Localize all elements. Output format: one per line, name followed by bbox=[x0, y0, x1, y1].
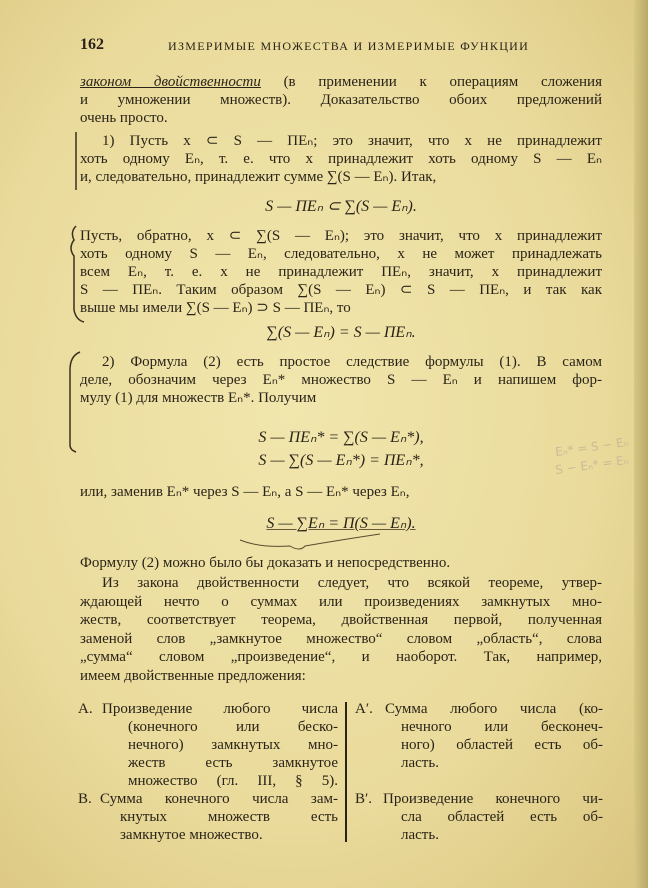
proposition-line: (конечного или беско- bbox=[128, 719, 338, 735]
part2-line: Формулу (2) можно было бы доказать и непосредственно. bbox=[80, 555, 451, 571]
part2-line: деле, обозначим через Eₙ* множество S — Eₙ и напишем фор- bbox=[80, 372, 602, 388]
part1-line: всем Eₙ, т. е. x не принадлежит ΠEₙ, значит, x принадлежит bbox=[80, 264, 602, 280]
part1-line: хоть одному S — Eₙ, следовательно, x не может принадлежать bbox=[80, 246, 602, 262]
proposition-line: Сумма конечного числа зам- bbox=[100, 791, 338, 807]
proposition-line: Сумма любого числа (ко- bbox=[385, 701, 603, 717]
page-number: 162 bbox=[80, 36, 104, 53]
proposition-line: Произведение любого числа bbox=[102, 701, 338, 717]
intro-line-2: и умножении множеств). Доказательство обоих предложений bbox=[80, 92, 602, 108]
part1-line: Пусть, обратно, x ⊂ ∑(S — Eₙ); это значит, что x принадлежит bbox=[80, 228, 602, 244]
proposition-label: B. bbox=[78, 791, 92, 807]
proposition-line: ласть. bbox=[401, 755, 439, 771]
running-title: ИЗМЕРИМЫЕ МНОЖЕСТВА И ИЗМЕРИМЫЕ ФУНКЦИИ bbox=[168, 39, 530, 53]
duality-line: жеств, соответствует теорема, двойственная первой, полученная bbox=[80, 612, 602, 628]
part1-line: выше мы имели ∑(S — Eₙ) ⊃ S — ΠEₙ, то bbox=[80, 300, 351, 316]
proposition-label: A. bbox=[78, 701, 93, 717]
proposition-line: кнутых множеств есть bbox=[120, 809, 338, 825]
formula: S — ∑Eₙ = Π(S — Eₙ). bbox=[266, 515, 416, 532]
margin-note-line: S − Eₙ* = Eₙ bbox=[554, 452, 630, 478]
part1-line: и, следовательно, принадлежит сумме ∑(S — Eₙ). Итак, bbox=[80, 169, 437, 185]
part1-line: S — ΠEₙ. Таким образом ∑(S — Eₙ) ⊂ S — ΠEₙ, и так как bbox=[80, 282, 602, 298]
margin-note-line: Eₙ* = S − Eₙ bbox=[554, 434, 630, 460]
duality-line: заменой слов „замкнутое множество“ словом „область“, слова bbox=[80, 631, 602, 647]
duality-line: имеем двойственные предложения: bbox=[80, 668, 306, 684]
part2-line: или, заменив Eₙ* через S — Eₙ, а S — Eₙ* через Eₙ, bbox=[80, 484, 410, 500]
proposition-label: A′. bbox=[355, 701, 373, 717]
proposition-line: множество (гл. III, § 5). bbox=[128, 773, 338, 789]
text: (в применении к операциям сложения bbox=[283, 74, 602, 90]
part2-line: мулу (1) для множеств Eₙ*. Получим bbox=[80, 390, 317, 406]
proposition-line: нечного или бесконеч- bbox=[401, 719, 603, 735]
margin-brace-mark bbox=[70, 352, 80, 452]
part1-line: хоть одному Eₙ, т. е. что x принадлежит хоть одному S — Eₙ bbox=[80, 151, 602, 167]
formula: ∑(S — Eₙ) = S — ΠEₙ. bbox=[266, 324, 416, 341]
margin-brace-mark bbox=[71, 226, 84, 322]
intro-line-3: очень просто. bbox=[80, 110, 168, 126]
proposition-line: Произведение конечного чи- bbox=[383, 791, 603, 807]
proposition-label: B′. bbox=[355, 791, 373, 807]
duality-line: Из закона двойственности следует, что всякой теореме, утвер- bbox=[102, 575, 602, 591]
proposition-line: жеств есть замкнутое bbox=[128, 755, 338, 771]
part2-line: 2) Формула (2) есть простое следствие формулы (1). В самом bbox=[102, 354, 602, 370]
proposition-line: нечного) замкнутых мно- bbox=[128, 737, 338, 753]
duality-line: „сумма“ словом „произведение“, и наоборот. Так, например, bbox=[80, 649, 602, 665]
proposition-line: ласть. bbox=[401, 827, 439, 843]
proposition-line: ного) областей есть об- bbox=[401, 737, 603, 753]
part1-line: 1) Пусть x ⊂ S — ΠEₙ; это значит, что x не принадлежит bbox=[102, 133, 602, 149]
proposition-line: замкнутое множество. bbox=[120, 827, 263, 843]
formula: S — ∑(S — Eₙ*) = ΠEₙ*, bbox=[258, 452, 424, 469]
emphasis-term: законом двойственности bbox=[80, 74, 261, 90]
underbrace-mark bbox=[240, 534, 380, 549]
duality-line: ждающей нечто о суммах или произведениях замкнутых мно- bbox=[80, 594, 602, 610]
formula: S — ΠEₙ* = ∑(S — Eₙ*), bbox=[258, 429, 424, 446]
proposition-line: сла областей есть об- bbox=[401, 809, 603, 825]
formula: S — ΠEₙ ⊂ ∑(S — Eₙ). bbox=[265, 198, 417, 215]
